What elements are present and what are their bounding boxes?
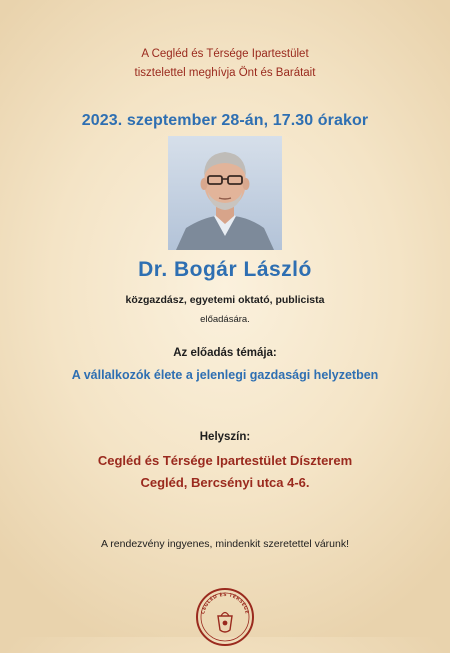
invitation-line-2: tisztelettel meghívja Önt és Barátait [134, 67, 316, 79]
topic-label: Az előadás témája: [173, 347, 277, 359]
topic-title: A vállalkozók élete a jelenlegi gazdasági helyzetben [71, 368, 379, 382]
guild-logo [194, 586, 256, 648]
closing-text: A rendezvény ingyenes, mindenkit szeretettel várunk! [100, 538, 350, 550]
venue-address: Cegléd, Bercsényi utca 4-6. [140, 475, 310, 490]
speaker-portrait-image [168, 136, 282, 250]
event-datetime: 2023. szeptember 28-án, 17.30 órakor [81, 112, 369, 129]
svg-text:CEGLÉD ÉS TÉRSÉGE [200, 590, 250, 615]
venue-label: Helyszín: [199, 431, 251, 443]
guild-seal-icon [194, 586, 256, 648]
venue-name: Cegléd és Térsége Ipartestület Díszterem [97, 453, 353, 468]
speaker-name: Dr. Bogár László [138, 258, 312, 281]
lecture-suffix: előadására. [200, 314, 250, 325]
invitation-line-1: A Cegléd és Térsége Ipartestület [141, 48, 309, 60]
logo-text: CEGLÉD ÉS TÉRSÉGE [201, 592, 249, 615]
speaker-photo [168, 136, 282, 250]
speaker-titles: közgazdász, egyetemi oktató, publicista [125, 294, 325, 306]
